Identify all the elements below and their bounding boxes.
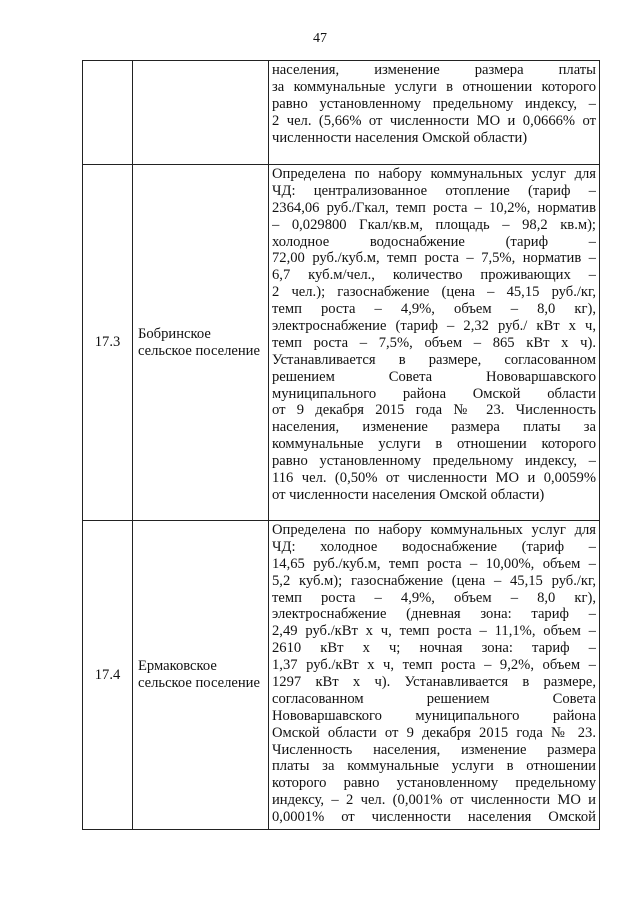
row-number-cell: 17.4 xyxy=(83,521,133,830)
description-line: коммунальные услуги в отношении которого xyxy=(272,436,596,453)
description-line: населения, изменение размера платы xyxy=(272,62,596,78)
description-line: 1297 кВт х ч). Устанавливается в размере, xyxy=(272,674,596,691)
description-line: Определена по набору коммунальных услуг для xyxy=(272,166,596,182)
settlement-name-line: сельское поселение xyxy=(138,675,260,692)
settlement-name-line: Ермаковское xyxy=(138,658,217,675)
table-row xyxy=(83,61,600,165)
description-line: согласованном решением Совета xyxy=(272,690,596,707)
table-row xyxy=(83,165,600,521)
description-line: ЧД: холодное водоснабжение (тариф – xyxy=(272,538,596,555)
description-line: равно установленному предельному индексу, – xyxy=(272,95,596,112)
description-line: Устанавливается в размере, согласованном xyxy=(272,351,596,368)
description-line: темп роста – 4,9%, объем – 8,0 кг), xyxy=(272,301,596,318)
description-line: 2,49 руб./кВт х ч, темп роста – 11,1%, объем – xyxy=(272,623,596,640)
description-line: от 9 декабря 2015 года № 23. Численность xyxy=(272,402,596,419)
description-line: 116 чел. (0,50% от численности МО и 0,0059% xyxy=(272,470,596,487)
description-line: 2610 кВт х ч; ночная зона: тариф – xyxy=(272,640,596,657)
description-line: Нововаршавского муниципального района xyxy=(272,707,596,724)
row-number-cell: 17.3 xyxy=(83,165,133,521)
description-line: 6,7 куб.м/чел., количество проживающих – xyxy=(272,267,596,284)
description-line: холодное водоснабжение (тариф – xyxy=(272,233,596,250)
description-line: 0,0001% от численности населения Омской xyxy=(272,809,596,826)
description-line: электроснабжение (тариф – 2,32 руб./ кВт х ч, xyxy=(272,318,596,335)
description-cell xyxy=(269,61,600,165)
description-line: Омской области от 9 декабря 2015 года № 23. xyxy=(272,724,596,741)
settlement-name-cell xyxy=(133,165,269,521)
settlement-name-line: сельское поселение xyxy=(138,342,260,359)
description-line: 14,65 руб./куб.м, темп роста – 10,00%, объем – xyxy=(272,555,596,572)
description-line: ЧД: централизованное отопление (тариф – xyxy=(272,182,596,199)
description-cell xyxy=(269,165,600,521)
description-line: платы за коммунальные услуги в отношении xyxy=(272,758,596,775)
settlement-name-cell xyxy=(133,61,269,165)
tariff-table xyxy=(82,60,600,830)
description-line: 2364,06 руб./Гкал, темп роста – 10,2%, норматив xyxy=(272,199,596,216)
description-line: равно установленному предельному индексу, – xyxy=(272,453,596,470)
description-line: 1,37 руб./кВт х ч, темп роста – 9,2%, объем – xyxy=(272,657,596,674)
description-line: за коммунальные услуги в отношении которого xyxy=(272,78,596,95)
description-line: муниципального района Омской области xyxy=(272,385,596,402)
description-line: темп роста – 4,9%, объем – 8,0 кг), xyxy=(272,589,596,606)
row-number-cell xyxy=(83,61,133,165)
description-line: численности населения Омской области) xyxy=(272,129,528,146)
settlement-name-cell xyxy=(133,521,269,830)
description-line: 72,00 руб./куб.м, темп роста – 7,5%, норматив – xyxy=(272,250,596,267)
description-line: которого равно установленному предельному xyxy=(272,775,596,792)
description-line: темп роста – 7,5%, объем – 865 кВт х ч). xyxy=(272,334,596,351)
description-line: электроснабжение (дневная зона: тариф – xyxy=(272,606,596,623)
page-number: 47 xyxy=(313,31,327,46)
description-line: 2 чел.); газоснабжение (цена – 45,15 руб./кг, xyxy=(272,284,596,301)
description-line: – 0,029800 Гкал/кв.м, площадь – 98,2 кв.м); xyxy=(272,216,596,233)
description-line: решением Совета Нововаршавского xyxy=(272,368,596,385)
settlement-name-line: Бобринское xyxy=(138,325,211,342)
description-line: от численности населения Омской области) xyxy=(272,486,545,503)
description-line: индексу, – 2 чел. (0,001% от численности МО и xyxy=(272,792,596,809)
description-line: населения, изменение размера платы за xyxy=(272,419,596,436)
description-line: 2 чел. (5,66% от численности МО и 0,0666% от xyxy=(272,112,596,129)
description-line: Численность населения, изменение размера xyxy=(272,741,596,758)
description-line: Определена по набору коммунальных услуг для xyxy=(272,522,596,538)
table-row xyxy=(83,521,600,830)
description-cell xyxy=(269,521,600,830)
description-line: 5,2 куб.м); газоснабжение (цена – 45,15 руб./кг, xyxy=(272,572,596,589)
